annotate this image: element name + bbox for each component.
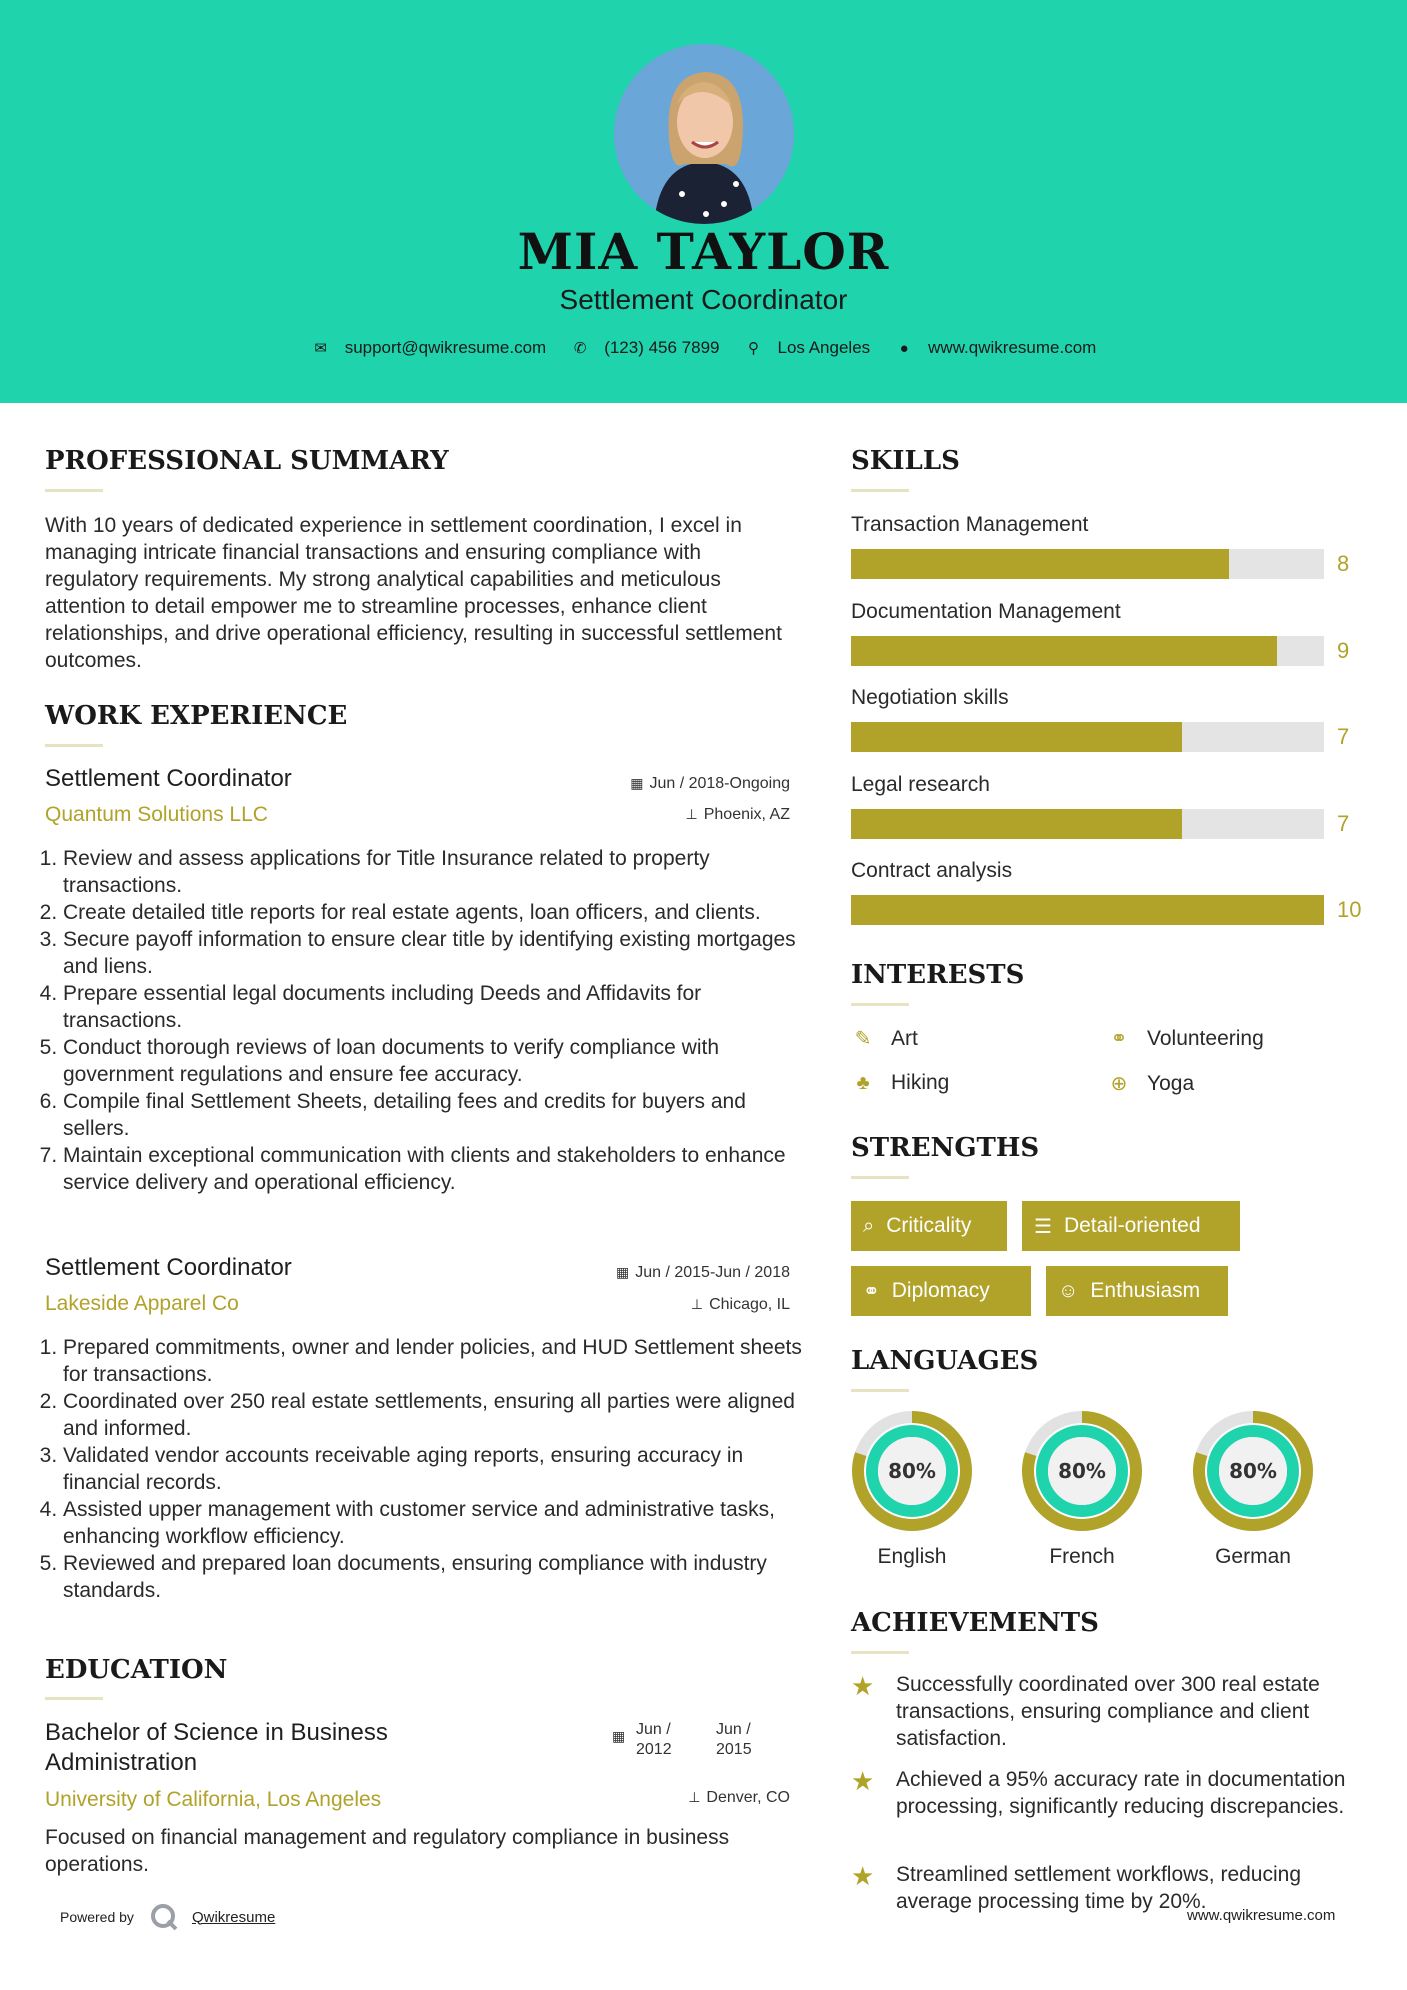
contact-phone[interactable]: ✆ (123) 456 7899 [570, 338, 719, 358]
skill-bar-track [851, 722, 1324, 752]
education-description: Focused on financial management and regulatory compliance in business operations. [45, 1826, 730, 1876]
strength-criticality: ⌕ Criticality [851, 1201, 1007, 1251]
list-item: 3. Validated vendor accounts receivable aging reports, ensuring accuracy in financial records. [63, 1442, 813, 1496]
skill-label: Documentation Management [851, 599, 1121, 623]
strength-diplomacy: ⚭ Diplomacy [851, 1266, 1031, 1316]
skill-bar-fill [851, 636, 1277, 666]
skills-divider [851, 489, 909, 492]
skill-value: 7 [1337, 810, 1350, 836]
skill-bar-fill [851, 809, 1182, 839]
job-location: ⊥ Phoenix, AZ [685, 806, 790, 823]
paintbrush-icon: ✎ [854, 1028, 872, 1050]
language-label: English [877, 1545, 947, 1568]
interests-divider [851, 1003, 909, 1006]
star-icon: ★ [851, 1861, 875, 1891]
languages-title: LANGUAGES [851, 1346, 1039, 1376]
job-bullets [45, 1334, 813, 1604]
smile-icon: ☺ [1058, 1279, 1079, 1302]
skill-bar-track [851, 549, 1324, 579]
contact-website[interactable]: ● www.qwikresume.com [894, 338, 1096, 358]
experience-divider [45, 744, 103, 747]
skill-label: Transaction Management [851, 513, 1089, 536]
summary-title: PROFESSIONAL SUMMARY [45, 446, 449, 476]
donut-percent: 80% [1229, 1459, 1277, 1483]
summary-divider [45, 489, 103, 492]
education-title: EDUCATION [45, 1655, 228, 1685]
skill-bar-fill [851, 549, 1229, 579]
list-item: 2. Create detailed title reports for real estate agents, loan officers, and clients. [63, 899, 813, 926]
skill-bar-track [851, 636, 1324, 666]
achievement-item: ★ Successfully coordinated over 300 real estate transactions, ensuring compliance and client satisfaction. [851, 1671, 1320, 1750]
skill-label: Negotiation skills [851, 686, 1009, 709]
education-degree: Bachelor of Science in Business Administration [45, 1719, 388, 1776]
qwikresume-link[interactable]: Qwikresume [191, 1908, 276, 1926]
list-item: 6. Compile final Settlement Sheets, detailing fees and credits for buyers and sellers. [63, 1088, 813, 1142]
tree-icon: ♣ [856, 1071, 870, 1094]
donut-percent: 80% [1058, 1459, 1106, 1483]
handshake-icon: ⚭ [1110, 1028, 1128, 1050]
education-divider [45, 1697, 103, 1700]
pin-icon: ⊥ [690, 1296, 704, 1312]
list-item: 3. Secure payoff information to ensure clear title by identifying existing mortgages and liens. [63, 926, 813, 980]
skill-bar-track [851, 809, 1324, 839]
language-donut [1021, 1410, 1143, 1532]
language-donut [1192, 1410, 1314, 1532]
achievements-divider [851, 1651, 909, 1654]
calendar-icon: ▦ [615, 1264, 630, 1280]
list-item: 5. Reviewed and prepared loan documents, ensuring compliance with industry standards. [63, 1550, 813, 1604]
powered-by: Powered by Qwikresume [60, 1903, 275, 1931]
skill-bar-track [851, 895, 1324, 925]
job-title: Settlement Coordinator [45, 1254, 292, 1281]
list-item: 4. Assisted upper management with customer service and administrative tasks, enhancing workflow efficiency. [63, 1496, 813, 1550]
education-location: ⊥ Denver, CO [688, 1789, 790, 1806]
skill-label: Legal research [851, 772, 990, 796]
strengths-divider [851, 1176, 909, 1179]
interest-volunteering: ⚭ Volunteering [1107, 1026, 1264, 1051]
job-location: ⊥ Chicago, IL [690, 1296, 790, 1313]
achievements-title: ACHIEVEMENTS [851, 1608, 1099, 1638]
education-school: University of California, Los Angeles [45, 1788, 382, 1811]
summary-text: With 10 years of dedicated experience in settlement coordination, I excel in managing intricate financial transactions and ensuring compliance with regulatory requirements. My strong analytical capabilities and meticulous attention to detail empower me to streamline processes, enhance client relationships, and drive operational efficiency, resulting in successful settlement outcomes. [45, 514, 782, 672]
language-label: French [1049, 1545, 1115, 1568]
contact-bar [0, 338, 1407, 358]
experience-title: WORK EXPERIENCE [45, 701, 348, 731]
strengths-title: STRENGTHS [851, 1133, 1040, 1163]
calendar-icon: ▦ [630, 775, 644, 791]
star-icon: ★ [851, 1766, 875, 1796]
skill-value: 7 [1337, 724, 1350, 749]
contact-email[interactable]: ✉ support@qwikresume.com [311, 338, 547, 358]
contact-location: ⚲ Los Angeles [744, 338, 871, 358]
interest-yoga: ⊕ Yoga [1107, 1071, 1194, 1096]
phone-icon: ✆ [573, 340, 587, 357]
envelope-icon: ✉ [314, 340, 327, 357]
list-item: 2. Coordinated over 250 real estate settlements, ensuring all parties were aligned and informed. [63, 1388, 813, 1442]
profile-photo [614, 44, 794, 224]
calendar-icon: ▦ [612, 1728, 626, 1744]
interest-art: ✎ Art [851, 1026, 918, 1051]
skill-value: 10 [1337, 897, 1362, 922]
achievement-item: ★ Achieved a 95% accuracy rate in documentation processing, significantly reducing discrepancies. [851, 1766, 1346, 1818]
map-marker-icon: ⚲ [748, 340, 760, 357]
job-title: Settlement Coordinator [45, 765, 292, 792]
skill-value: 8 [1337, 551, 1350, 576]
search-icon: ⌕ [863, 1214, 875, 1237]
list-item: 4. Prepare essential legal documents including Deeds and Affidavits for transactions. [63, 980, 813, 1034]
job-date: ▦ Jun / 2018-Ongoing [630, 775, 790, 792]
interest-hiking: ♣ Hiking [851, 1071, 949, 1095]
education-end: Jun / 2015 [716, 1721, 752, 1758]
languages-divider [851, 1389, 909, 1392]
education-start: ▦ Jun / 2012 [612, 1721, 672, 1758]
footer-site[interactable]: www.qwikresume.com [1187, 1907, 1336, 1924]
language-donut [851, 1410, 973, 1532]
job-company: Lakeside Apparel Co [45, 1292, 239, 1315]
list-item: 5. Conduct thorough reviews of loan documents to verify compliance with government regulations and ensure fee accuracy. [63, 1034, 813, 1088]
candidate-name: MIA TAYLOR [517, 222, 890, 281]
list-item: 7. Maintain exceptional communication with clients and stakeholders to enhance service delivery and operational efficiency. [63, 1142, 813, 1196]
skill-bar-fill [851, 722, 1182, 752]
interests-title: INTERESTS [851, 960, 1025, 990]
achievement-item: ★ Streamlined settlement workflows, reducing average processing time by 20%. [851, 1861, 1302, 1913]
pin-icon: ⊥ [688, 1789, 701, 1805]
candidate-role: Settlement Coordinator [559, 284, 848, 315]
skill-value: 9 [1337, 637, 1350, 663]
list-item: 1. Review and assess applications for Title Insurance related to property transactions. [63, 845, 813, 899]
job-date: ▦ Jun / 2015-Jun / 2018 [615, 1264, 790, 1281]
qwikresume-logo-icon [150, 1903, 178, 1931]
job-company: Quantum Solutions LLC [45, 803, 268, 826]
pin-icon: ⊥ [685, 806, 698, 822]
life-ring-icon: ⊕ [1110, 1073, 1128, 1095]
language-label: German [1215, 1545, 1291, 1568]
handshake-icon: ⚭ [863, 1280, 880, 1303]
header-banner [0, 0, 1407, 403]
skill-label: Contract analysis [851, 859, 1013, 882]
skills-title: SKILLS [851, 446, 960, 476]
list-icon: ☰ [1034, 1215, 1052, 1238]
strength-detail-oriented: ☰ Detail-oriented [1022, 1201, 1240, 1251]
strength-enthusiasm: ☺ Enthusiasm [1046, 1266, 1228, 1316]
donut-percent: 80% [888, 1459, 936, 1483]
list-item: 1. Prepared commitments, owner and lender policies, and HUD Settlement sheets for transactions. [63, 1334, 813, 1388]
job-bullets [45, 845, 813, 1196]
star-icon: ★ [851, 1671, 875, 1701]
globe-icon: ● [899, 339, 909, 357]
skill-bar-fill [851, 895, 1324, 925]
